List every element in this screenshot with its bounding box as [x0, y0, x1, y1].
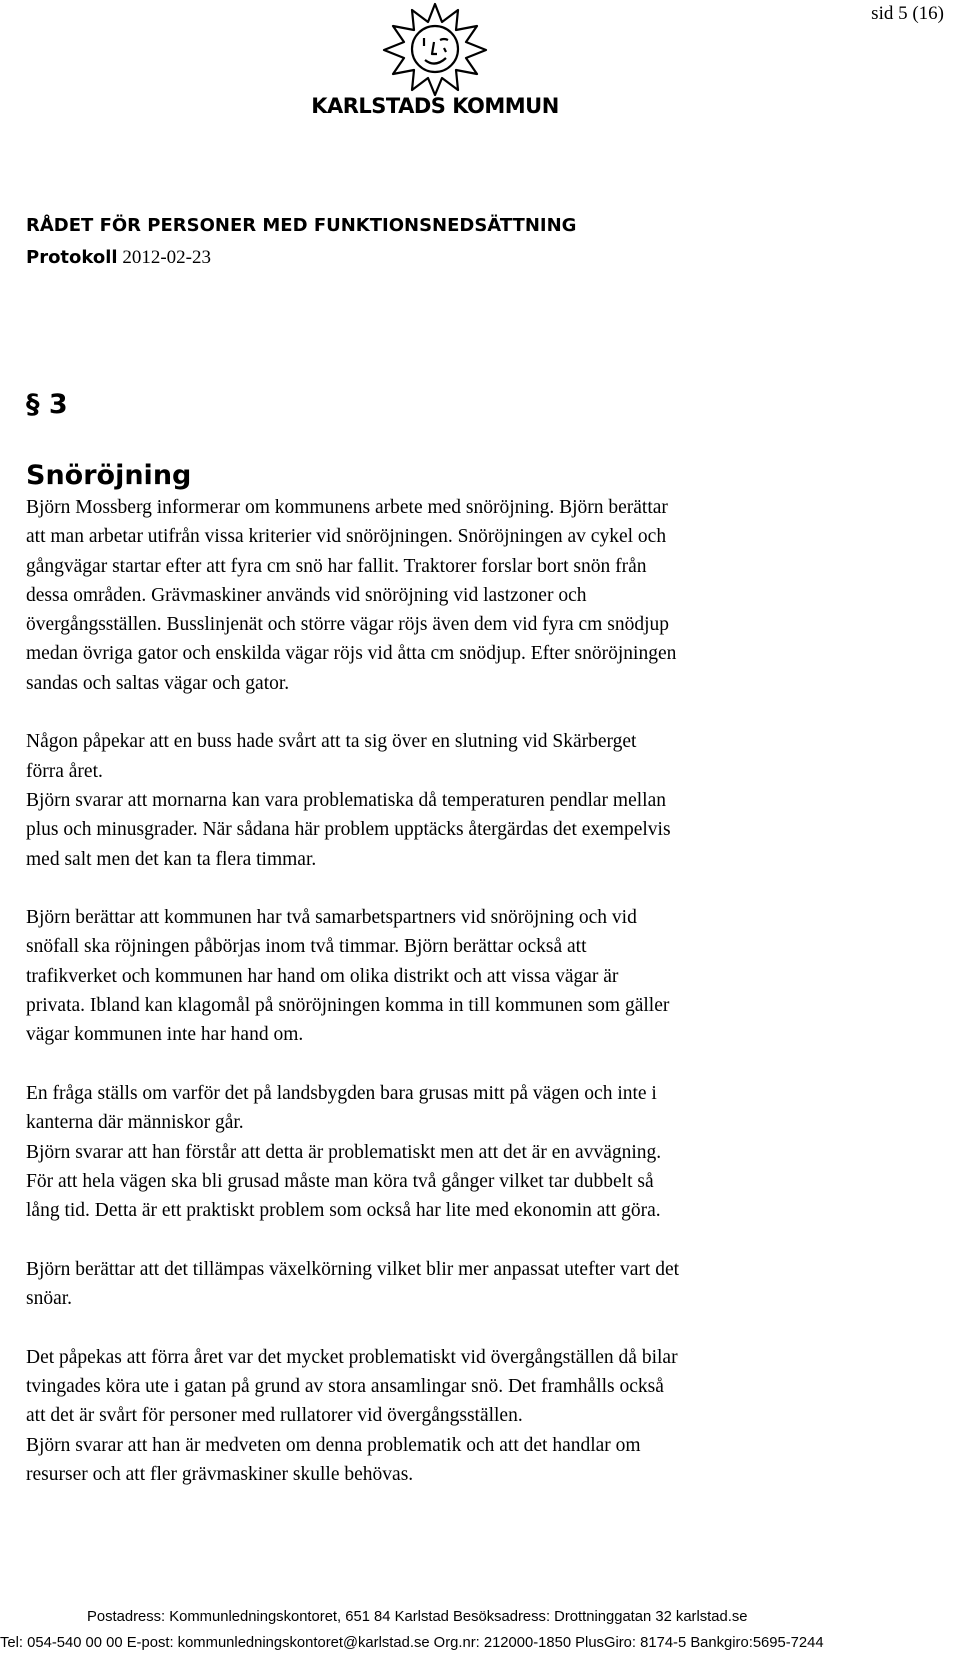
page-number: sid 5 (16) [871, 3, 944, 24]
body-line: lång tid. Detta är ett praktiskt problem som också har lite med ekonomin att göra. [26, 1200, 661, 1222]
body-line: snöfall ska röjningen påbörjas inom två timmar. Björn berättar också att [26, 936, 587, 958]
paragraph-gap [26, 1050, 846, 1079]
body-line: med salt men det kan ta flera timmar. [26, 848, 317, 870]
body-line: sandas och saltas vägar och gator. [26, 672, 290, 694]
body-line: En fråga ställs om varför det på landsbygden bara grusas mitt på vägen och inte i [26, 1082, 657, 1104]
body-line: gångvägar startar efter att fyra cm snö har fallit. Traktorer forslar bort snön från [26, 555, 647, 577]
council-heading: RÅDET FÖR PERSONER MED FUNKTIONSNEDSÄTTNING [26, 215, 577, 236]
body-line: För att hela vägen ska bli grusad måste man köra två gånger vilket tar dubbelt så [26, 1170, 654, 1192]
body-line: tvingades köra ute i gatan på grund av stora ansamlingar snö. Det framhålls också [26, 1375, 664, 1397]
paragraph-gap [26, 874, 846, 903]
body-line: Björn Mossberg informerar om kommunens arbete med snöröjning. Björn berättar [26, 497, 668, 518]
body-line: Björn svarar att han är medveten om denna problematik och att det handlar om [26, 1434, 641, 1456]
body-line: snöar. [26, 1288, 73, 1310]
body-line: plus och minusgrader. När sådana här problem upptäcks återgärdas det exempelvis [26, 819, 671, 841]
body-line: kanterna där människor går. [26, 1112, 244, 1134]
body-line: trafikverket och kommunen har hand om olika distrikt och att vissa vägar är [26, 965, 619, 987]
body-line: Någon påpekar att en buss hade svårt att ta sig över en slutning vid Skärberget [26, 731, 637, 753]
footer-address: Postadress: Kommunledningskontoret, 651 84 Karlstad Besöksadress: Drottninggatan 32 karlstad.se [87, 1609, 748, 1625]
body-line: vägar kommunen inte har hand om. [26, 1024, 304, 1046]
protocol-label: Protokoll [26, 247, 118, 268]
body-line: förra året. [26, 760, 103, 782]
body-line: att man arbetar utifrån vissa kriterier vid snöröjningen. Snöröjningen av cykel och [26, 526, 667, 548]
paragraph-gap [26, 1225, 846, 1254]
protocol-date: 2012-02-23 [122, 247, 212, 268]
body-line: Det påpekas att förra året var det mycket problematiskt vid övergångställen då bilar [26, 1346, 678, 1368]
body-line: dessa områden. Grävmaskiner används vid snöröjning vid lastzoner och [26, 584, 587, 606]
footer-contact: Tel: 054-540 00 00 E-post: kommunledningskontoret@karlstad.se Org.nr: 212000-1850 PlusGiro: 8174-5 Bankgiro:5695-7244 [0, 1635, 824, 1651]
body-line: resurser och att fler grävmaskiner skulle behövas. [26, 1463, 414, 1485]
body-line: Björn berättar att det tillämpas växelkörning vilket blir mer anpassat utefter vart det [26, 1258, 680, 1280]
body-line: att det är svårt för personer med rullatorer vid övergångsställen. [26, 1405, 523, 1427]
protocol-line [26, 247, 211, 269]
section-number: § 3 [26, 389, 68, 420]
body-line: Björn berättar att kommunen har två samarbetspartners vid snöröjning och vid [26, 907, 637, 929]
body-line: privata. Ibland kan klagomål på snöröjningen komma in till kommunen som gäller [26, 995, 670, 1017]
body-line: Björn svarar att mornarna kan vara problematiska då temperaturen pendlar mellan [26, 789, 666, 811]
body-line: Björn svarar att han förstår att detta är problematiskt men att det är en avvägning. [26, 1141, 662, 1163]
section-title: Snöröjning [26, 460, 192, 491]
org-name: KARLSTADS KOMMUN [311, 94, 559, 118]
municipality-logo [300, 0, 570, 130]
sun-face-icon [380, 2, 490, 96]
body-line: övergångsställen. Busslinjenät och större vägar röjs även dem vid fyra cm snödjup [26, 614, 669, 636]
paragraph-gap [26, 1313, 846, 1342]
body-line: medan övriga gator och enskilda vägar röjs vid åtta cm snödjup. Efter snöröjningen [26, 643, 677, 665]
paragraph-gap [26, 698, 846, 727]
body-text [26, 493, 846, 1489]
